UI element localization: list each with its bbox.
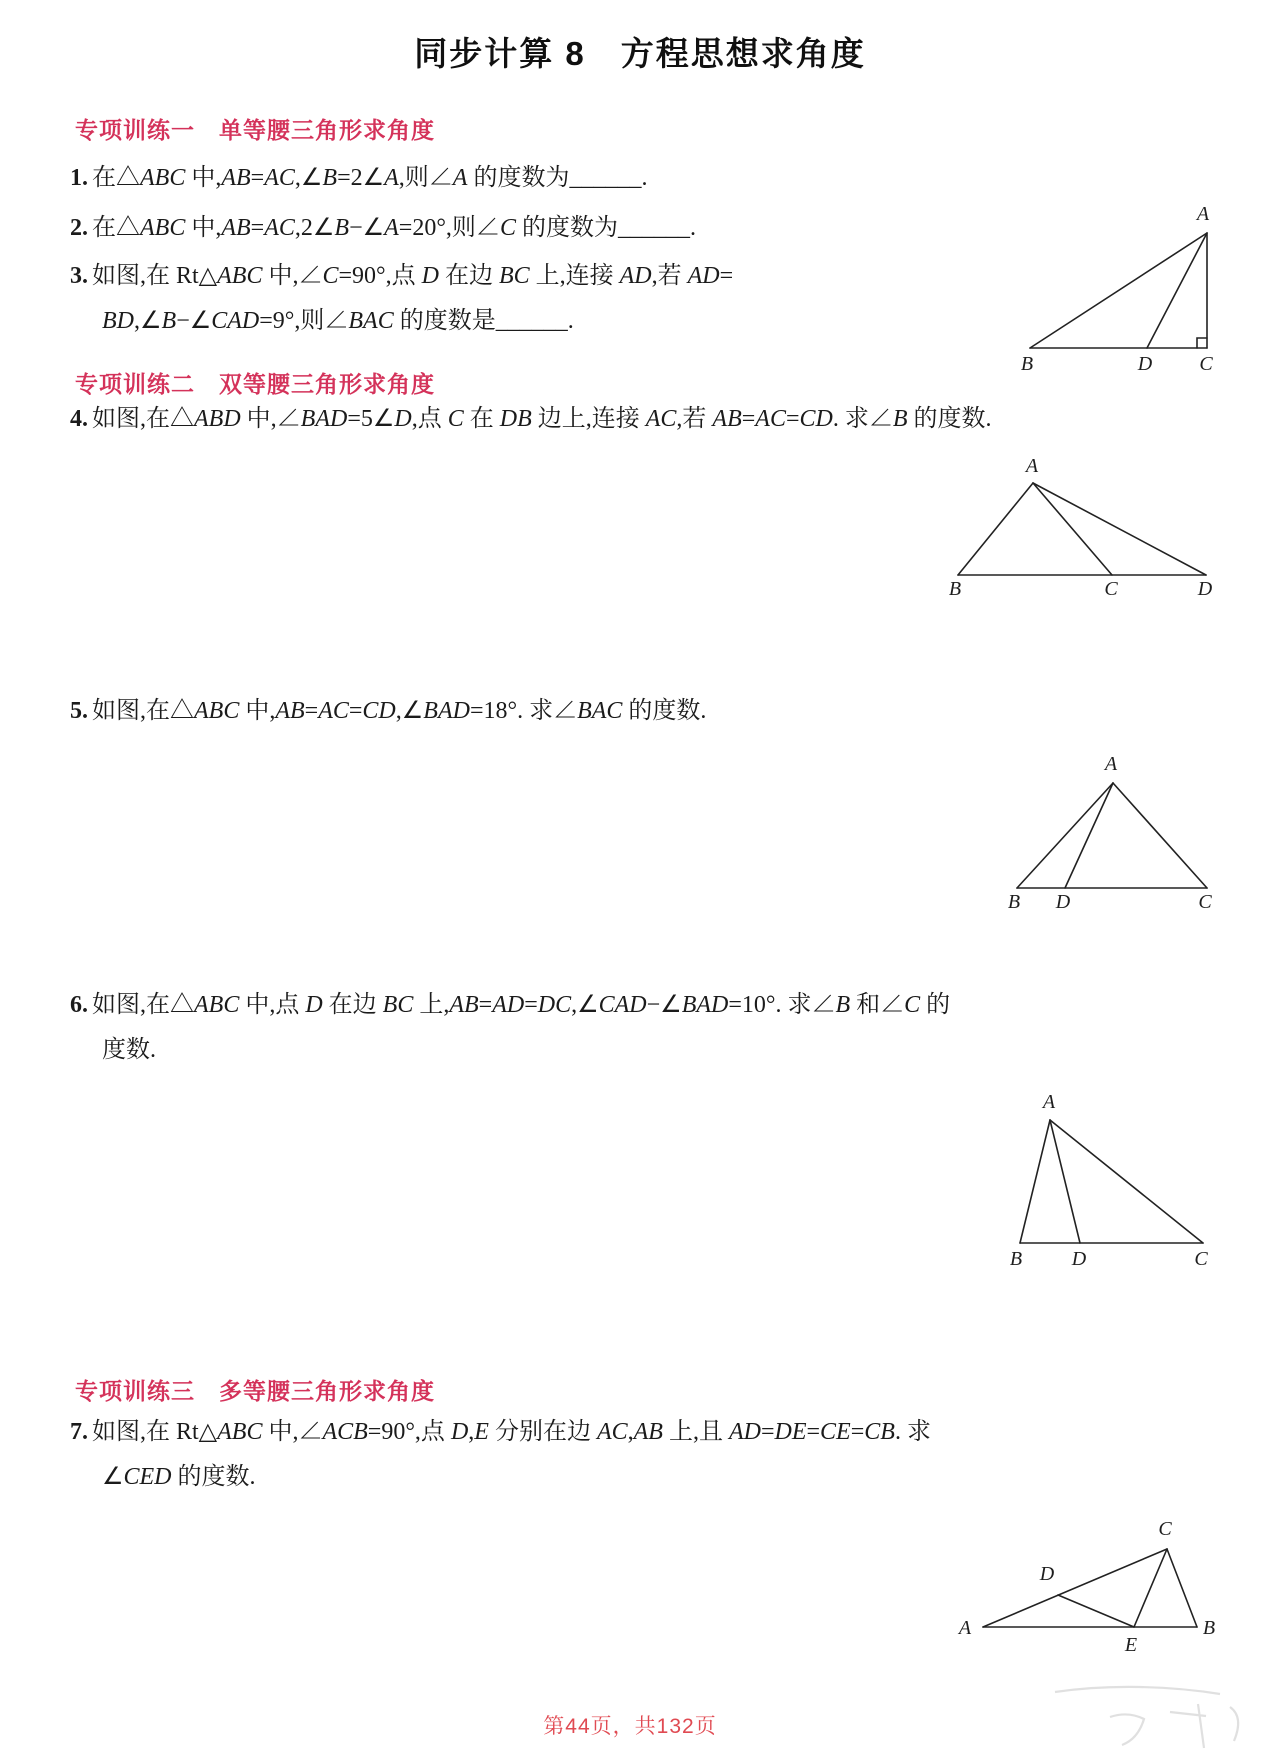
problem-line bbox=[70, 397, 992, 442]
vertex-label-d: D bbox=[1055, 891, 1071, 911]
problem-line bbox=[70, 156, 647, 201]
vertex-label-b: B bbox=[1202, 1617, 1216, 1639]
vertex-label-c: C bbox=[1198, 891, 1212, 911]
vertex-label-b: B bbox=[1007, 891, 1021, 911]
edge-AC bbox=[1113, 783, 1207, 888]
segment-AC bbox=[1033, 483, 1112, 575]
problem-line bbox=[70, 983, 950, 1028]
problem-number: 3. bbox=[70, 263, 88, 289]
problem-line bbox=[70, 1028, 950, 1073]
problem-text: ∠CED 的度数. bbox=[102, 1464, 256, 1490]
section-heading-3: 专项训练三 多等腰三角形求角度 bbox=[75, 1378, 435, 1404]
problem-6 bbox=[70, 983, 950, 1073]
problem-number: 2. bbox=[70, 215, 88, 241]
page-title: 同步计算 8 方程思想求角度 bbox=[414, 35, 866, 72]
problem-text: 在△ABC 中,AB=AC,2∠B−∠A=20°,则∠C 的度数为______. bbox=[92, 215, 696, 241]
vertex-label-c: C bbox=[1104, 578, 1118, 598]
vertex-label-a: A bbox=[1042, 1093, 1056, 1113]
page-number: 第44页，共132页 bbox=[543, 1715, 717, 1738]
vertex-label-a: A bbox=[958, 1617, 972, 1639]
problem-text: BD,∠B−∠CAD=9°,则∠BAC 的度数是______. bbox=[102, 308, 574, 334]
diagram-problem-3-right-triangle bbox=[1005, 200, 1235, 380]
segment-DE bbox=[1058, 1595, 1134, 1627]
diagram-problem-6-triangle bbox=[995, 1093, 1225, 1268]
problem-text: 如图,在△ABC 中,点 D 在边 BC 上,AB=AD=DC,∠CAD−∠BAD=10°. 求∠B 和∠C 的 bbox=[92, 992, 951, 1018]
problem-line bbox=[70, 254, 733, 299]
vertex-label-d: D bbox=[1137, 353, 1153, 375]
problem-3 bbox=[70, 254, 733, 344]
segment-AD bbox=[1147, 233, 1207, 348]
problem-number: 6. bbox=[70, 992, 88, 1018]
right-angle-mark bbox=[1197, 338, 1207, 348]
vertex-label-b: B bbox=[1009, 1248, 1023, 1268]
vertex-label-d: D bbox=[1039, 1563, 1055, 1585]
diagram-problem-7-triangle bbox=[950, 1520, 1235, 1660]
problem-line bbox=[70, 299, 733, 344]
vertex-label-d: D bbox=[1071, 1248, 1087, 1268]
problem-7 bbox=[70, 1410, 931, 1500]
problem-line bbox=[70, 689, 706, 734]
vertex-label-c: C bbox=[1194, 1248, 1208, 1268]
vertex-label-b: B bbox=[1020, 353, 1034, 375]
problem-text: 如图,在△ABC 中,AB=AC=CD,∠BAD=18°. 求∠BAC 的度数. bbox=[92, 698, 707, 724]
problem-2 bbox=[70, 206, 696, 251]
problem-text: 度数. bbox=[102, 1037, 156, 1063]
problem-number: 4. bbox=[70, 406, 88, 432]
stray-pen-marks bbox=[1050, 1672, 1270, 1752]
problem-line bbox=[70, 1455, 931, 1500]
segment-AD bbox=[1050, 1120, 1080, 1243]
section-heading-2: 专项训练二 双等腰三角形求角度 bbox=[75, 371, 435, 397]
pen-mark bbox=[1055, 1687, 1220, 1694]
vertex-label-a: A bbox=[1196, 203, 1210, 225]
problem-text: 如图,在 Rt△ABC 中,∠C=90°,点 D 在边 BC 上,连接 AD,若 AD= bbox=[92, 263, 734, 289]
problem-4 bbox=[70, 397, 992, 442]
edge-CB bbox=[1167, 1549, 1197, 1627]
problem-text: 如图,在 Rt△ABC 中,∠ACB=90°,点 D,E 分别在边 AC,AB 上,且 AD=DE=CE=CB. 求 bbox=[92, 1419, 931, 1445]
pen-mark bbox=[1230, 1707, 1238, 1741]
vertex-label-a: A bbox=[1025, 458, 1039, 477]
problem-number: 1. bbox=[70, 165, 88, 191]
problem-1 bbox=[70, 156, 647, 201]
edge-AB bbox=[1017, 783, 1113, 888]
problem-text: 在△ABC 中,AB=AC,∠B=2∠A,则∠A 的度数为______. bbox=[92, 165, 648, 191]
pen-mark bbox=[1110, 1714, 1144, 1745]
diagram-problem-5-triangle bbox=[990, 753, 1225, 911]
problem-text: 如图,在△ABD 中,∠BAD=5∠D,点 C 在 DB 边上,连接 AC,若 AB=AC=CD. 求∠B 的度数. bbox=[92, 406, 992, 432]
diagram-problem-4-triangle bbox=[940, 458, 1230, 598]
vertex-label-e: E bbox=[1124, 1634, 1138, 1656]
problem-line bbox=[70, 206, 696, 251]
problem-number: 5. bbox=[70, 698, 88, 724]
vertex-label-a: A bbox=[1104, 753, 1118, 775]
vertex-label-c: C bbox=[1199, 353, 1213, 375]
vertex-label-b: B bbox=[948, 578, 962, 598]
edge-AB bbox=[958, 483, 1033, 575]
edge-AB bbox=[1020, 1120, 1050, 1243]
vertex-label-d: D bbox=[1197, 578, 1213, 598]
edge-AC bbox=[1050, 1120, 1203, 1243]
vertex-label-c: C bbox=[1158, 1520, 1172, 1540]
section-heading-1: 专项训练一 单等腰三角形求角度 bbox=[75, 117, 435, 143]
edge-AD bbox=[1033, 483, 1206, 575]
edge-BA bbox=[1030, 233, 1207, 348]
segment-AD bbox=[1065, 783, 1113, 888]
problem-number: 7. bbox=[70, 1419, 88, 1445]
problem-line bbox=[70, 1410, 931, 1455]
pen-mark bbox=[1170, 1704, 1206, 1748]
problem-5 bbox=[70, 689, 706, 734]
